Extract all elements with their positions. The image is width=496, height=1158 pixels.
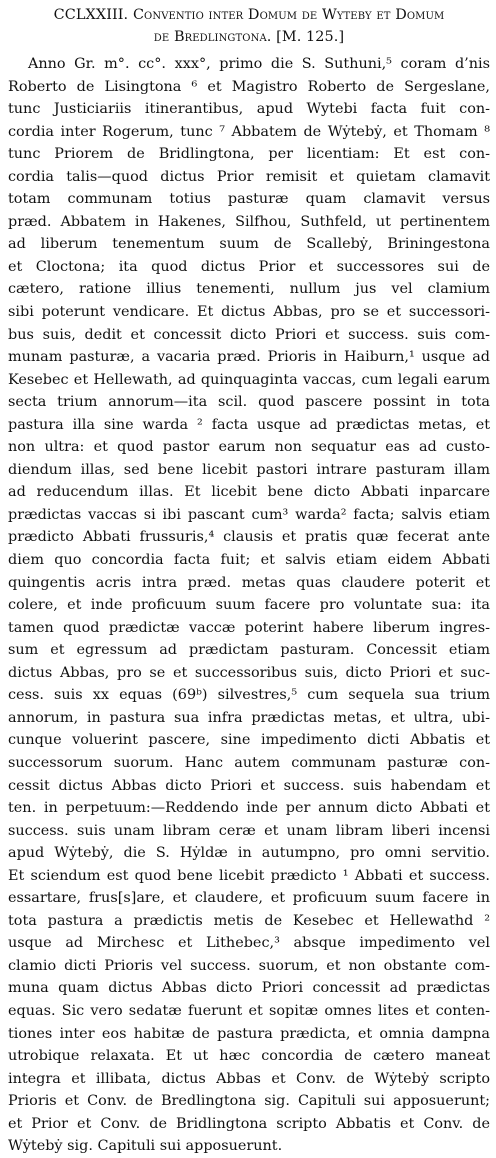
charter-number: CCLXXIII.: [53, 7, 129, 23]
text-line: tunc Justiciariis itinerantibus, apud Wytebi facta fuit con-: [8, 101, 490, 118]
text-line: colere, et inde proficuum suum facere pro voluntate sua: ita: [8, 597, 490, 614]
text-line: tunc Priorem de Bridlingtona, per licentiam: Et est con-: [8, 146, 490, 163]
text-line: munam pasturæ, a vacaria præd. Prioris in Haiburn,¹ usque ad: [8, 349, 490, 366]
text-line: Roberto de Lisingtona ⁶ et Magistro Roberto de Sergeslane,: [8, 78, 490, 95]
text-line: muna quam dictus Abbas dicto Priori concessit ad prædictas: [8, 980, 490, 997]
text-line: ten. in perpetuum:—Reddendo inde per annum dicto Abbati et: [8, 800, 490, 817]
text-line: sibi poterunt vendicare. Et dictus Abbas, pro se et successori-: [8, 304, 490, 321]
text-line: tiones inter eos habitæ de pastura prædicta, et omnia dampna: [8, 1025, 490, 1042]
text-line: Anno Gr. m°. cc°. xxx°, primo die S. Suthuni,⁵ coram d’nis: [28, 56, 490, 72]
text-line: tota pastura a prædictis metis de Kesebec et Hellewathd ²: [8, 912, 490, 929]
text-line: non ultra: et quod pastor earum non sequatur eas ad custo-: [8, 439, 490, 456]
text-line: cessit dictus Abbas dicto Priori et success. suis habendam et: [8, 777, 490, 794]
text-line: Wẏtebẏ sig. Capituli sui apposuerunt.: [8, 1138, 283, 1155]
text-line: annorum, in pastura sua infra prædictas metas, et ultra, ubi-: [8, 709, 490, 726]
text-line: totam communam totius pasturæ quam clamavit versus: [8, 191, 490, 208]
text-line: Et sciendum est quod bene licebit prædicto ¹ Abbati et success.: [8, 867, 490, 884]
text-line: secta trium annorum—ita scil. quod pascere possint in tota: [8, 394, 490, 411]
text-line: cordia talis—quod dictus Prior remisit et quietam clamavit: [8, 168, 490, 185]
text-line: et Prior et Conv. de Bridlingtona scripto Abbatis et Conv. de: [8, 1115, 490, 1132]
text-line: ad liberum tenementum suum de Scallebẏ, Briningestona: [8, 236, 490, 253]
charter-body: [8, 53, 490, 1158]
text-line: cordia inter Rogerum, tunc ⁷ Abbatem de Wẏtebẏ, et Thomam ⁸: [8, 123, 490, 140]
charter-title-line-2: de Bredlingtona.: [153, 29, 272, 45]
text-line: utrobique relaxata. Et ut hæc concordia de cætero maneat: [8, 1048, 490, 1065]
text-line: et Cloctona; ita quod dictus Prior et successores sui de: [8, 258, 490, 275]
document-heading: [8, 4, 490, 48]
text-line: integra et illibata, dictus Abbas et Conv. de Wẏtebẏ scripto: [8, 1070, 490, 1087]
charter-title-line-1: Conventio inter Domum de Wyteby et Domum: [132, 7, 445, 23]
text-line: Prioris et Conv. de Bredlingtona sig. Capituli sui apposuerunt;: [8, 1093, 490, 1110]
folio-reference: [M. 125.]: [276, 29, 345, 45]
text-line: apud Wẏtebẏ, die S. Hẏldæ in autumpno, pro omni servitio.: [8, 845, 490, 862]
text-line: essartare, frus[s]are, et claudere, et proficuum suum facere in: [8, 890, 490, 907]
text-line: ad reducendum illas. Et licebit bene dicto Abbati inparcare: [8, 484, 490, 501]
text-line: prædictas vaccas si ibi pascant cum³ warda² facta; salvis etiam: [8, 506, 490, 523]
text-line: prædicto Abbati frussuris,⁴ clausis et pratis quæ fecerat ante: [8, 529, 490, 546]
text-line: sum et egressum ad prædictam pasturam. Concessit etiam: [8, 642, 490, 659]
text-line: usque ad Mirchesc et Lithebec,³ absque impedimento vel: [8, 935, 490, 952]
text-line: dictus Abbas, pro se et successoribus suis, dicto Priori et suc-: [8, 664, 490, 681]
text-line: pastura illa sine warda ² facta usque ad prædictas metas, et: [8, 416, 490, 433]
text-line: success. suis unam libram ceræ et unam libram liberi incensi: [8, 822, 490, 839]
text-line: diem quo concordia facta fuit; et salvis etiam eidem Abbati: [8, 552, 490, 569]
text-line: successorum suorum. Hanc autem communam pasturæ con-: [8, 754, 490, 771]
text-line: diendum illas, sed bene licebit pastori intrare pasturam illam: [8, 461, 490, 478]
text-line: cunque voluerint pascere, sine impedimento dicti Abbatis et: [8, 732, 490, 749]
text-line: clamio dicti Prioris vel success. suorum, et non obstante com-: [8, 957, 490, 974]
text-line: cætero, ratione illius tenementi, nullum jus vel clamium: [8, 281, 490, 298]
text-line: quingentis acris intra præd. metas quas claudere poterit et: [8, 574, 490, 591]
text-line: Kesebec et Hellewath, ad quinquaginta vaccas, cum legali earum: [8, 371, 490, 388]
text-line: tamen quod prædictæ vaccæ poterint habere liberum ingres-: [8, 619, 490, 636]
text-line: equas. Sic vero sedatæ fuerunt et sopitæ omnes lites et conten-: [8, 1002, 490, 1019]
text-line: præd. Abbatem in Hakenes, Silfhou, Suthfeld, ut pertinentem: [8, 213, 490, 230]
text-line: cess. suis xx equas (69ᵇ) silvestres,⁵ cum sequela sua trium: [8, 687, 490, 704]
text-line: bus suis, dedit et concessit dicto Priori et success. suis com-: [8, 326, 490, 343]
